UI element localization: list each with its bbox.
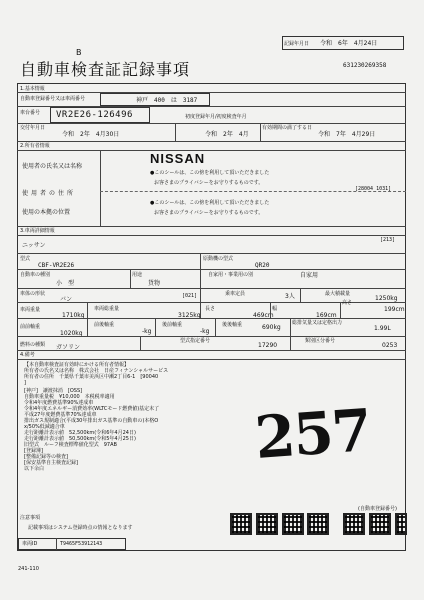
body-code: [021] [182,293,198,299]
remark-line: ] [24,380,26,386]
page-title: 自動車検査証記録事項 [20,60,191,79]
base-label: 使用の本拠の位置 [22,209,71,216]
expiry-label: 有効期間の満了する日 [262,125,313,131]
reg-label: 自動車登録番号又は車両番号 [20,96,86,102]
maker-value: ニッサン [22,242,46,249]
qr-code-icon [282,513,304,535]
class-value: 0253 [382,342,398,349]
type-label: 自動車の種別 [20,272,51,278]
rear2-label: 後後軸重 [222,322,243,328]
capacity-value: 3人 [285,293,295,300]
note-text: 記載事項はシステム登録時点の情報となります [28,525,133,531]
remark-line: 【本自動車検査証有効時にかける所有者情報】 [24,362,130,368]
doc-number: 631230269358 [343,62,387,69]
vin-value: VR2E26-126496 [56,110,133,120]
handwritten-number: 257 [252,396,373,472]
seal1-line2: お客さまのプライバシーをお守りするものです。 [154,180,264,186]
print-date-label: 記録年月日 [284,41,310,47]
qr-code-icon [395,513,407,535]
user-name-label: 使用者の氏名又は名称 [22,163,83,170]
code-213: [213] [380,237,396,243]
engine-value: QR20 [255,262,270,269]
remark-line: 排出ガス規制適合(平成30年排出ガス基準の自動車の)本格O [24,418,159,424]
remark-line: 走行距離計表示値 52,500km(令和6年4月24日) [24,430,136,436]
remark-line: [保安基準自主検査記録] [24,460,78,466]
qr-code-icon [343,513,365,535]
id-label: 車両ID [22,541,38,547]
front-label: 前前軸重 [20,324,41,330]
nissan-logo: NISSAN [150,151,206,166]
type-no-label: 型式指定番号 [180,338,211,344]
user-addr-label: 使用者の住所 [22,190,77,197]
remark-line: 以下余白 [24,466,45,472]
private-label: 自家用・事業用の別 [208,272,254,278]
front2-value: -kg [142,328,152,335]
seal1-line1: ●このシールは、この傍を利用して頂いただきました [150,170,270,176]
model-value: CBF-VR2E26 [38,262,75,269]
capacity-label: 乗車定員 [225,291,246,297]
remark-line: 所有者の氏名又は名称 株式会社 日産フィナンシャルサービス [24,368,169,374]
ref-code: [28004 1031] [355,186,392,192]
weight-label: 車両重量 [20,307,41,313]
weight-value: 1710kg [62,312,85,319]
length-value: 469cm [253,312,274,319]
section3-heading: 3.車両詳細情報 [20,228,55,234]
model-label: 型式 [20,256,31,262]
gross-label: 車両総重量 [94,306,120,312]
section2-heading: 2.所有者情報 [20,143,50,149]
type-value: 小 型 [56,280,75,287]
disp-label: 総排気量又は定格出力 [292,320,343,326]
width-value: 169cm [316,312,337,319]
gross-value: 3125kg [178,312,201,319]
qr-code-icon [256,513,278,535]
first-reg-value: 令和 2年 4月 [205,131,249,138]
issue-label: 交付年月日 [20,125,46,131]
qr-code-icon [369,513,391,535]
qr-code-icon [230,513,252,535]
remark-line: [神戸] 讓渡抹消 [OSS] [24,388,83,394]
use-value: 貨物 [148,280,161,287]
remark-line: 令和4年度燃費基準90%達成車 [24,400,94,406]
class-label: 類別区分番号 [305,338,336,344]
length-label: 長さ [205,306,216,312]
max-load-label: 最大積載量 [325,291,351,297]
width-label: 幅 [272,306,278,312]
remark-line: 平成27年度燃費基準70%達成車 [24,412,97,418]
engine-label: 原動機の型式 [203,256,234,262]
height-label: 高さ [342,300,353,306]
remark-line: x/50%低減適合車 [24,424,65,430]
reg-value: 神戸 400 は 3187 [136,97,198,104]
section1-heading: 1.基本情報 [20,86,45,92]
header-mark: B [76,48,82,57]
rear2-value: 690kg [262,324,281,331]
qr-label-right: (自動車登録番号) [358,506,397,512]
body-value: バン [60,296,73,303]
seal2-line1: ●このシールは、この傍を利用して頂いただきました [150,200,270,206]
issue-value: 令和 2年 4月30日 [62,131,120,138]
max-load-value: 1250kg [375,295,398,302]
seal2-line2: お客さまのプライバシーをお守りするものです。 [154,210,264,216]
qr-code-icon [307,513,329,535]
height-value: 199cm [384,306,405,313]
remark-line: [登録簿] [24,448,43,454]
remark-line: 旧型式 ルーフ検査標準値化型式 97AB [24,442,117,448]
vin-label: 車台番号 [20,110,41,116]
section4-heading: 4.備考 [20,352,35,358]
fuel-label: 燃料の種類 [20,342,46,348]
disp-value: 1.99L [374,325,391,332]
fuel-value: ガソリン [56,344,81,351]
expiry-value: 令和 7年 4月29日 [318,131,376,138]
front-value: 1020kg [60,330,83,337]
form-code: 241-110 [18,566,39,572]
remark-line: 走行距離計表示値 50,500km(令和5年4月25日) [24,436,136,442]
remark-line: [整備記録等の検査] [24,454,68,460]
rear-label: 後前軸重 [162,322,183,328]
use-label: 用途 [132,272,143,278]
print-date: 令和 6年 4月24日 [320,40,378,47]
private-value: 自家用 [300,272,319,279]
remark-line: 自動車重量税 ¥10,000 本税税率適用 [24,394,115,400]
id-value: T9465F53912143 [60,541,103,547]
front2-label: 前後軸重 [94,322,115,328]
body-label: 車体の形状 [20,291,46,297]
remark-line: 令和4年度エネルギー消費効率(WLTCモード燃費値)基定末了 [24,406,160,412]
rear-value: -kg [200,328,210,335]
first-reg-label: 初度登録年月/初度検査年月 [185,114,247,120]
remark-line: 所有者の住所 千葉県千葉市美浜区中瀬2丁目6-1 [90040 [24,374,159,380]
type-no-value: 17290 [258,342,278,349]
note-title: 注意事項 [20,515,41,521]
